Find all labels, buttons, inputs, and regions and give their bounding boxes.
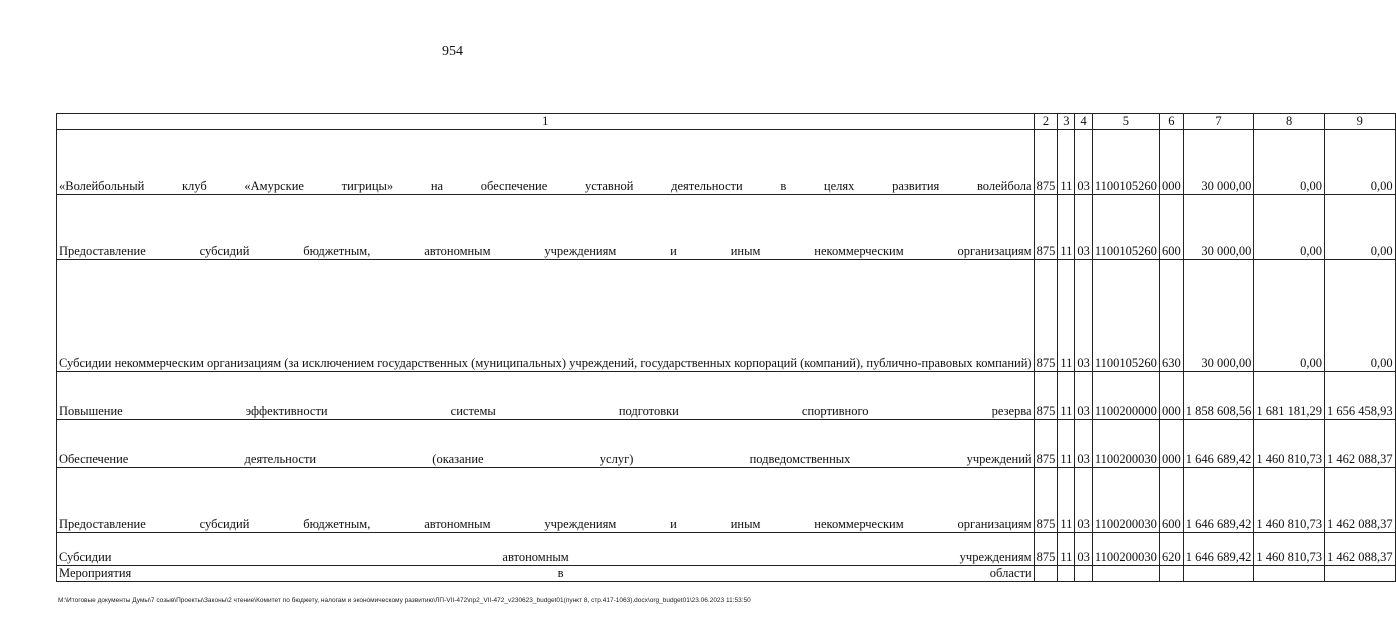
budget-table xyxy=(56,113,1396,582)
cell-amount-3 xyxy=(1324,566,1395,582)
cell-amount-3: 1 462 088,37 xyxy=(1324,420,1395,468)
row-name: Субсидии некоммерческим организациям (за исключением государственных (муниципальных) учреждений, государственных корпораций (компаний), публично-правовых компаний) xyxy=(57,260,1035,372)
cell-amount-1: 30 000,00 xyxy=(1183,195,1254,260)
cell-csr: 1100200030 xyxy=(1092,533,1159,566)
cell-amount-2 xyxy=(1254,566,1325,582)
cell-amount-1: 30 000,00 xyxy=(1183,130,1254,195)
cell-vr: 000 xyxy=(1159,420,1183,468)
cell-amount-2: 1 460 810,73 xyxy=(1254,533,1325,566)
cell-vr: 620 xyxy=(1159,533,1183,566)
cell-vr: 600 xyxy=(1159,195,1183,260)
row-name: Обеспечение деятельности (оказание услуг) подведомственных учреждений xyxy=(57,420,1035,468)
table-row xyxy=(57,260,1396,372)
cell-amount-2: 0,00 xyxy=(1254,195,1325,260)
cell-rz: 11 xyxy=(1058,420,1075,468)
cell-gr: 875 xyxy=(1034,130,1058,195)
cell-pr: 03 xyxy=(1075,420,1093,468)
cell-amount-2: 0,00 xyxy=(1254,260,1325,372)
cell-csr: 1100200000 xyxy=(1092,372,1159,420)
cell-gr: 875 xyxy=(1034,260,1058,372)
cell-amount-1: 1 646 689,42 xyxy=(1183,533,1254,566)
cell-gr xyxy=(1034,566,1058,582)
col-header: 7 xyxy=(1183,114,1254,130)
col-header: 3 xyxy=(1058,114,1075,130)
table-row xyxy=(57,195,1396,260)
table-row xyxy=(57,372,1396,420)
cell-amount-1: 30 000,00 xyxy=(1183,260,1254,372)
row-name: Субсидии автономным учреждениям xyxy=(57,533,1035,566)
col-header: 4 xyxy=(1075,114,1093,130)
table-row xyxy=(57,533,1396,566)
cell-rz: 11 xyxy=(1058,468,1075,533)
cell-gr: 875 xyxy=(1034,533,1058,566)
footer-file-path: M:\Итоговые документы Думы\7 созыв\Проекты\Законы\2 чтение\Комитет по бюджету, налогам и экономическому развитию\ЛП-VII-472\пр2_VII-472_v230623_budget01(пункт 8, стр.417-1063).docx\org_budget01\23.06.2023 11:53:50 xyxy=(58,597,751,604)
cell-vr: 600 xyxy=(1159,468,1183,533)
page-number: 954 xyxy=(442,44,463,59)
cell-amount-3: 1 656 458,93 xyxy=(1324,372,1395,420)
cell-amount-2: 1 681 181,29 xyxy=(1254,372,1325,420)
cell-gr: 875 xyxy=(1034,195,1058,260)
col-header: 5 xyxy=(1092,114,1159,130)
cell-vr: 000 xyxy=(1159,372,1183,420)
row-name: Мероприятия в области xyxy=(57,566,1035,582)
cell-amount-1: 1 646 689,42 xyxy=(1183,468,1254,533)
col-header: 2 xyxy=(1034,114,1058,130)
row-name: «Волейбольный клуб «Амурские тигрицы» на обеспечение уставной деятельности в целях развития волейбола xyxy=(57,130,1035,195)
cell-gr: 875 xyxy=(1034,420,1058,468)
col-header: 9 xyxy=(1324,114,1395,130)
cell-amount-3: 1 462 088,37 xyxy=(1324,533,1395,566)
cell-amount-1: 1 646 689,42 xyxy=(1183,420,1254,468)
cell-rz: 11 xyxy=(1058,260,1075,372)
header-row xyxy=(57,114,1396,130)
cell-gr: 875 xyxy=(1034,372,1058,420)
cell-pr: 03 xyxy=(1075,533,1093,566)
cell-pr: 03 xyxy=(1075,468,1093,533)
cell-csr: 1100105260 xyxy=(1092,130,1159,195)
cell-csr xyxy=(1092,566,1159,582)
table-row xyxy=(57,420,1396,468)
cell-amount-2: 1 460 810,73 xyxy=(1254,420,1325,468)
cell-amount-1 xyxy=(1183,566,1254,582)
cell-pr xyxy=(1075,566,1093,582)
cell-amount-3: 0,00 xyxy=(1324,130,1395,195)
cell-vr: 630 xyxy=(1159,260,1183,372)
cell-amount-2: 0,00 xyxy=(1254,130,1325,195)
col-header: 6 xyxy=(1159,114,1183,130)
col-header: 1 xyxy=(57,114,1035,130)
col-header: 8 xyxy=(1254,114,1325,130)
cell-amount-3: 0,00 xyxy=(1324,260,1395,372)
cell-vr: 000 xyxy=(1159,130,1183,195)
cell-amount-3: 0,00 xyxy=(1324,195,1395,260)
cell-vr xyxy=(1159,566,1183,582)
row-name: Предоставление субсидий бюджетным, автономным учреждениям и иным некоммерческим организациям xyxy=(57,468,1035,533)
row-name: Повышение эффективности системы подготовки спортивного резерва xyxy=(57,372,1035,420)
cell-amount-2: 1 460 810,73 xyxy=(1254,468,1325,533)
cell-rz: 11 xyxy=(1058,533,1075,566)
table-row xyxy=(57,130,1396,195)
cell-pr: 03 xyxy=(1075,372,1093,420)
cell-rz: 11 xyxy=(1058,130,1075,195)
cell-amount-3: 1 462 088,37 xyxy=(1324,468,1395,533)
cell-csr: 1100200030 xyxy=(1092,468,1159,533)
cell-gr: 875 xyxy=(1034,468,1058,533)
cell-rz: 11 xyxy=(1058,372,1075,420)
cell-rz: 11 xyxy=(1058,195,1075,260)
cell-csr: 1100105260 xyxy=(1092,195,1159,260)
table-row xyxy=(57,468,1396,533)
table-row xyxy=(57,566,1396,582)
cell-pr: 03 xyxy=(1075,130,1093,195)
row-name: Предоставление субсидий бюджетным, автономным учреждениям и иным некоммерческим организациям xyxy=(57,195,1035,260)
cell-pr: 03 xyxy=(1075,195,1093,260)
cell-pr: 03 xyxy=(1075,260,1093,372)
cell-csr: 1100105260 xyxy=(1092,260,1159,372)
cell-csr: 1100200030 xyxy=(1092,420,1159,468)
cell-amount-1: 1 858 608,56 xyxy=(1183,372,1254,420)
cell-rz xyxy=(1058,566,1075,582)
